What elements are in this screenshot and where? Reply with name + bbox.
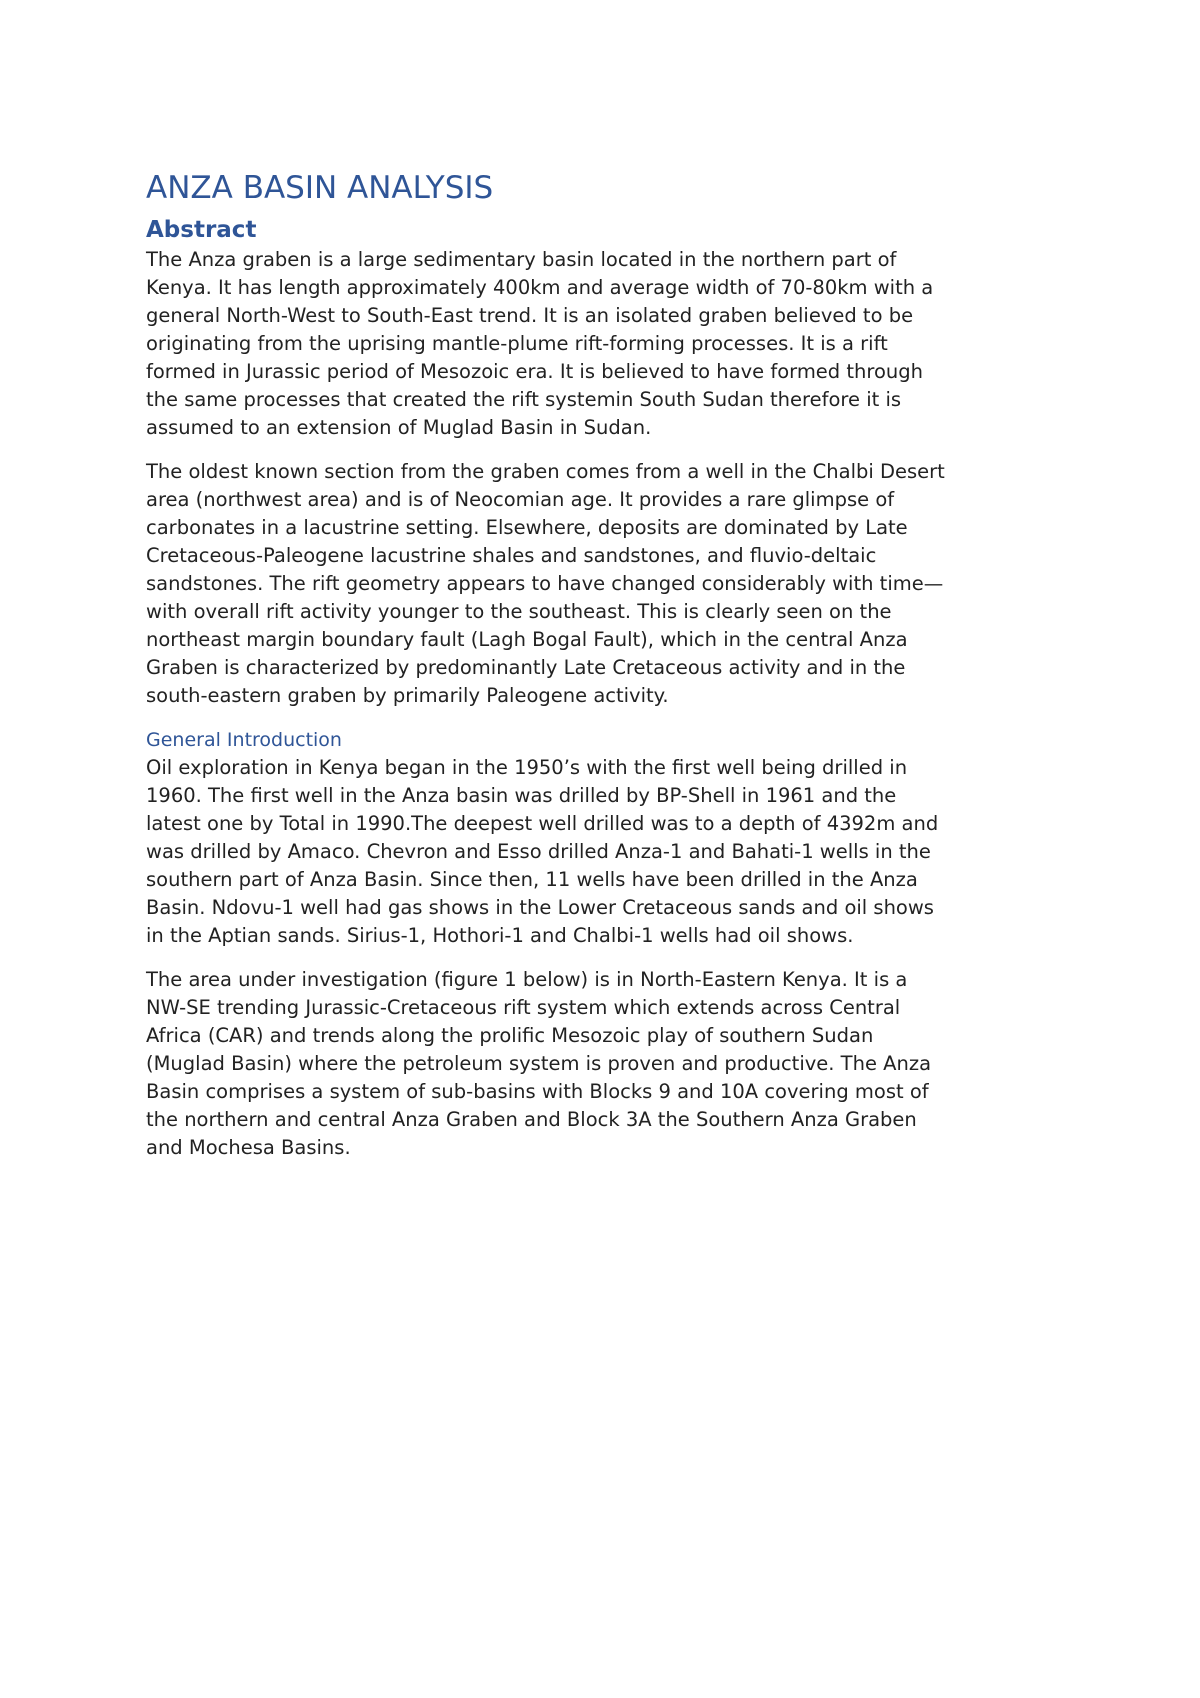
abstract-paragraph-2 [146, 458, 1076, 710]
text-line: south-eastern graben by primarily Paleogene activity. [146, 684, 669, 707]
text-line: 1960. The first well in the Anza basin was drilled by BP-Shell in 1961 and the [146, 784, 897, 807]
text-line: Africa (CAR) and trends along the prolific Mesozoic play of southern Sudan [146, 1024, 874, 1047]
text-line: carbonates in a lacustrine setting. Elsewhere, deposits are dominated by Late [146, 516, 908, 539]
text-line: southern part of Anza Basin. Since then, 11 wells have been drilled in the Anza [146, 868, 918, 891]
text-line: formed in Jurassic period of Mesozoic era. It is believed to have formed through [146, 360, 924, 383]
text-line: Kenya. It has length approximately 400km and average width of 70-80km with a [146, 276, 934, 299]
text-line: Oil exploration in Kenya began in the 1950’s with the first well being drilled in [146, 756, 908, 779]
text-line: Graben is characterized by predominantly Late Cretaceous activity and in the [146, 656, 906, 679]
general-introduction-heading: General Introduction [146, 729, 342, 751]
document-page [146, 168, 1076, 1178]
intro-paragraph-1 [146, 754, 1076, 950]
text-line: The oldest known section from the graben comes from a well in the Chalbi Desert [146, 460, 945, 483]
text-line: with overall rift activity younger to the southeast. This is clearly seen on the [146, 600, 892, 623]
text-line: The Anza graben is a large sedimentary basin located in the northern part of [146, 248, 897, 271]
text-line: latest one by Total in 1990.The deepest well drilled was to a depth of 4392m and [146, 812, 939, 835]
text-line: area (northwest area) and is of Neocomian age. It provides a rare glimpse of [146, 488, 895, 511]
text-line: northeast margin boundary fault (Lagh Bogal Fault), which in the central Anza [146, 628, 908, 651]
text-line: general North-West to South-East trend. It is an isolated graben believed to be [146, 304, 914, 327]
abstract-heading: Abstract [146, 217, 257, 243]
text-line: (Muglad Basin) where the petroleum system is proven and productive. The Anza [146, 1052, 932, 1075]
text-line: Cretaceous-Paleogene lacustrine shales and sandstones, and fluvio-deltaic [146, 544, 877, 567]
text-line: the northern and central Anza Graben and Block 3A the Southern Anza Graben [146, 1108, 917, 1131]
text-line: was drilled by Amaco. Chevron and Esso drilled Anza-1 and Bahati-1 wells in the [146, 840, 931, 863]
intro-paragraph-2 [146, 966, 1076, 1162]
text-line: Basin. Ndovu-1 well had gas shows in the Lower Cretaceous sands and oil shows [146, 896, 934, 919]
text-line: assumed to an extension of Muglad Basin in Sudan. [146, 416, 652, 439]
text-line: NW-SE trending Jurassic-Cretaceous rift system which extends across Central [146, 996, 901, 1019]
text-line: Basin comprises a system of sub-basins with Blocks 9 and 10A covering most of [146, 1080, 929, 1103]
text-line: and Mochesa Basins. [146, 1136, 351, 1159]
text-line: originating from the uprising mantle-plume rift-forming processes. It is a rift [146, 332, 888, 355]
abstract-paragraph-1 [146, 246, 1076, 442]
text-line: the same processes that created the rift systemin South Sudan therefore it is [146, 388, 902, 411]
text-line: in the Aptian sands. Sirius-1, Hothori-1 and Chalbi-1 wells had oil shows. [146, 924, 854, 947]
text-line: The area under investigation (figure 1 below) is in North-Eastern Kenya. It is a [146, 968, 908, 991]
document-title: ANZA BASIN ANALYSIS [146, 170, 494, 206]
text-line: sandstones. The rift geometry appears to have changed considerably with time— [146, 572, 944, 595]
